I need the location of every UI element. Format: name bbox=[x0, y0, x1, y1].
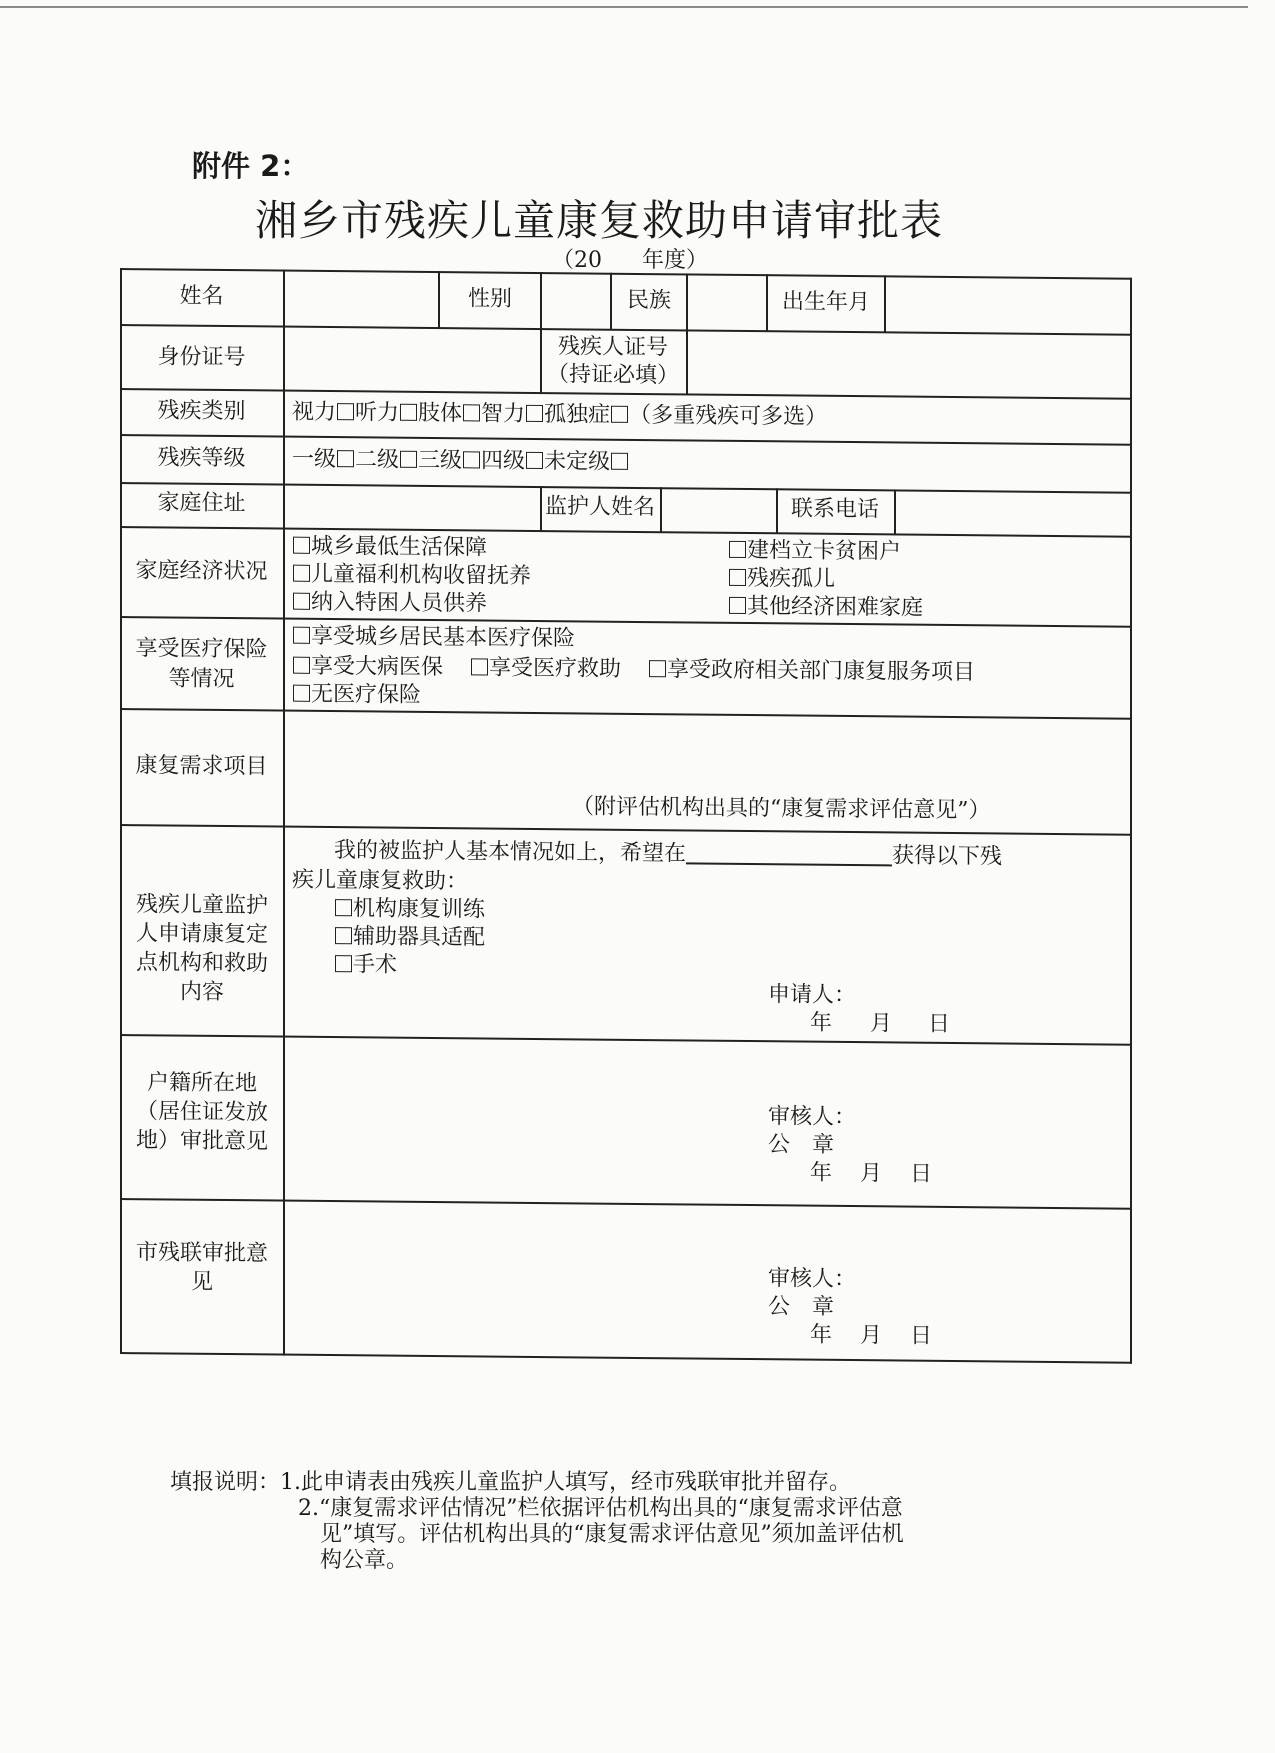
economy-label: 家庭经济状况 bbox=[135, 558, 268, 585]
row-divider bbox=[120, 616, 1132, 628]
gov-rehab-checkbox[interactable] bbox=[649, 660, 666, 677]
name-label: 姓名 bbox=[179, 283, 224, 309]
surgery-text: 手术 bbox=[353, 952, 398, 978]
cert-note: （持证必填） bbox=[546, 362, 679, 389]
cell-divider bbox=[884, 275, 886, 332]
insurance-label: 享受医疗保险 bbox=[135, 636, 268, 663]
note-line-2: 2.“康复需求评估情况”栏依据评估机构出具的“康复需求评估意 bbox=[298, 1496, 903, 1521]
limb-checkbox[interactable] bbox=[463, 404, 480, 421]
institution-blank[interactable] bbox=[686, 840, 892, 866]
destitute-checkbox[interactable] bbox=[293, 593, 310, 610]
application-option bbox=[334, 950, 397, 981]
training-checkbox[interactable] bbox=[335, 899, 352, 916]
birth-label: 出生年月 bbox=[781, 289, 870, 316]
form-border-left bbox=[120, 268, 122, 1354]
household-label: 户籍所在地（居住证发放地）审批意见 bbox=[135, 1070, 268, 1155]
critical-illness-text: 享受大病医保 bbox=[311, 653, 444, 681]
medical-aid-text: 享受医疗救助 bbox=[489, 655, 622, 682]
application-date-day: 日 bbox=[928, 1011, 951, 1037]
intellect-checkbox[interactable] bbox=[526, 405, 543, 422]
cell-divider bbox=[660, 487, 662, 532]
gov-rehab-text: 享受政府相关部门康复服务项目 bbox=[667, 657, 976, 686]
medical-aid-checkbox[interactable] bbox=[471, 658, 488, 675]
assistive-device-text: 辅助器具适配 bbox=[353, 924, 486, 951]
level-3-checkbox[interactable] bbox=[463, 451, 480, 468]
year-prefix: （20 bbox=[552, 248, 602, 273]
hearing-checkbox[interactable] bbox=[400, 404, 417, 421]
form-border-bottom bbox=[120, 1352, 1132, 1364]
year-line bbox=[552, 243, 708, 274]
level-1-checkbox[interactable] bbox=[337, 450, 354, 467]
level-undetermined: 未定级 bbox=[544, 449, 611, 475]
insurance-label-2: 等情况 bbox=[168, 666, 235, 693]
insurance-option bbox=[292, 622, 575, 655]
federation-label: 市残联审批意见 bbox=[136, 1240, 269, 1295]
disability-level-label: 残疾等级 bbox=[157, 445, 246, 472]
household-date-year: 年 bbox=[810, 1160, 833, 1186]
disability-level-options bbox=[292, 445, 629, 478]
applicant-label: 申请人： bbox=[768, 982, 857, 1009]
household-reviewer: 审核人： bbox=[768, 1104, 857, 1131]
level-undetermined-checkbox[interactable] bbox=[611, 453, 628, 470]
cell-divider bbox=[894, 489, 896, 534]
insurance-option bbox=[292, 680, 421, 711]
application-option bbox=[334, 922, 485, 953]
disability-type-options bbox=[292, 398, 827, 433]
scan-top-edge bbox=[0, 6, 1248, 8]
poverty-checkbox[interactable] bbox=[729, 541, 746, 558]
level-4-checkbox[interactable] bbox=[526, 452, 543, 469]
row-divider bbox=[120, 1198, 1132, 1210]
gender-label: 性别 bbox=[467, 286, 512, 312]
form-border-right bbox=[1130, 278, 1132, 1364]
disability-type-label: 残疾类别 bbox=[157, 398, 246, 425]
household-date-day: 日 bbox=[910, 1161, 933, 1187]
option-vision: 视力 bbox=[292, 399, 337, 426]
subsistence-text: 城乡最低生活保障 bbox=[311, 533, 488, 561]
welfare-text: 儿童福利机构收留抚养 bbox=[311, 561, 532, 589]
vision-checkbox[interactable] bbox=[337, 403, 354, 420]
option-hearing: 听力 bbox=[355, 400, 400, 426]
no-insurance-text: 无医疗保险 bbox=[311, 681, 422, 708]
level-3: 三级 bbox=[418, 447, 463, 474]
economy-option bbox=[728, 592, 923, 624]
rehab-needs-label: 康复需求项目 bbox=[135, 753, 268, 780]
level-1: 一级 bbox=[292, 446, 337, 473]
orphan-text: 残疾孤儿 bbox=[747, 566, 836, 592]
welfare-checkbox[interactable] bbox=[293, 565, 310, 582]
rehab-needs-note: （附评估机构出具的“康复需求评估意见”） bbox=[572, 794, 991, 824]
application-text-a: 我的被监护人基本情况如上，希望在 bbox=[334, 838, 687, 867]
autism-checkbox[interactable] bbox=[611, 406, 628, 423]
application-text-b: 获得以下残 bbox=[892, 843, 1003, 870]
filling-notes bbox=[170, 1470, 904, 1574]
page-title: 湘乡市残疾儿童康复救助申请审批表 bbox=[255, 196, 944, 245]
option-intellect: 智力 bbox=[481, 401, 526, 427]
federation-reviewer: 审核人： bbox=[768, 1266, 857, 1293]
option-autism: 孤独症 bbox=[544, 402, 611, 428]
federation-date-year: 年 bbox=[810, 1322, 833, 1348]
guardian-label: 监护人姓名 bbox=[544, 494, 655, 521]
attachment-label: 附件 2： bbox=[192, 149, 310, 183]
insurance-option bbox=[292, 652, 443, 683]
id-number-label: 身份证号 bbox=[157, 344, 246, 371]
economy-option bbox=[292, 588, 487, 620]
ethnicity-label: 民族 bbox=[626, 287, 671, 314]
poverty-text: 建档立卡贫困户 bbox=[747, 538, 902, 565]
orphan-checkbox[interactable] bbox=[729, 569, 746, 586]
level-4: 四级 bbox=[481, 448, 526, 474]
application-label: 残疾儿童监护人申请康复定点机构和救助内容 bbox=[135, 892, 268, 1005]
cell-divider bbox=[686, 329, 688, 394]
note-line-1: 填报说明：1.此申请表由残疾儿童监护人填写，经市残联审批并留存。 bbox=[170, 1470, 851, 1495]
no-insurance-checkbox[interactable] bbox=[293, 685, 310, 702]
other-hardship-text: 其他经济困难家庭 bbox=[747, 594, 924, 621]
critical-illness-checkbox[interactable] bbox=[293, 657, 310, 674]
federation-date-day: 日 bbox=[910, 1323, 933, 1349]
surgery-checkbox[interactable] bbox=[335, 955, 352, 972]
year-suffix: 年度） bbox=[642, 248, 709, 273]
application-line2: 疾儿童康复救助： bbox=[292, 867, 469, 895]
other-hardship-checkbox[interactable] bbox=[729, 597, 746, 614]
application-option bbox=[334, 894, 485, 925]
economy-option bbox=[292, 532, 487, 564]
phone-label: 联系电话 bbox=[790, 496, 879, 523]
application-form bbox=[120, 268, 1132, 1476]
label-column-divider bbox=[283, 270, 285, 1356]
economy-option bbox=[728, 536, 901, 568]
row-divider bbox=[120, 1034, 1132, 1046]
row-divider bbox=[120, 526, 1132, 538]
training-text: 机构康复训练 bbox=[353, 896, 486, 923]
application-date-year: 年 bbox=[810, 1010, 833, 1036]
note-line-4: 构公章。 bbox=[320, 1548, 409, 1573]
cell-divider bbox=[686, 273, 688, 330]
basic-insurance-checkbox[interactable] bbox=[293, 627, 310, 644]
row-divider bbox=[120, 708, 1132, 720]
level-2: 二级 bbox=[355, 447, 400, 473]
cell-divider bbox=[540, 272, 542, 329]
federation-date-month: 月 bbox=[860, 1323, 883, 1349]
household-date-month: 月 bbox=[860, 1161, 883, 1187]
application-date-month: 月 bbox=[870, 1011, 893, 1037]
insurance-option bbox=[648, 655, 975, 688]
insurance-option bbox=[470, 653, 621, 684]
household-seal: 公 章 bbox=[768, 1132, 835, 1158]
disability-cert-label: 残疾人证号 bbox=[557, 334, 668, 361]
level-2-checkbox[interactable] bbox=[400, 451, 417, 468]
economy-option bbox=[728, 564, 835, 595]
option-limb: 肢体 bbox=[418, 400, 463, 427]
basic-insurance-text: 享受城乡居民基本医疗保险 bbox=[311, 623, 576, 652]
destitute-text: 纳入特困人员供养 bbox=[311, 589, 488, 617]
assistive-device-checkbox[interactable] bbox=[335, 927, 352, 944]
note-line-3: 见”填写。评估机构出具的“康复需求评估意见”须加盖评估机 bbox=[320, 1522, 904, 1547]
multi-select-note: （多重残疾可多选） bbox=[629, 402, 828, 430]
address-label: 家庭住址 bbox=[157, 490, 246, 517]
federation-seal: 公 章 bbox=[768, 1294, 835, 1320]
subsistence-checkbox[interactable] bbox=[293, 537, 310, 554]
